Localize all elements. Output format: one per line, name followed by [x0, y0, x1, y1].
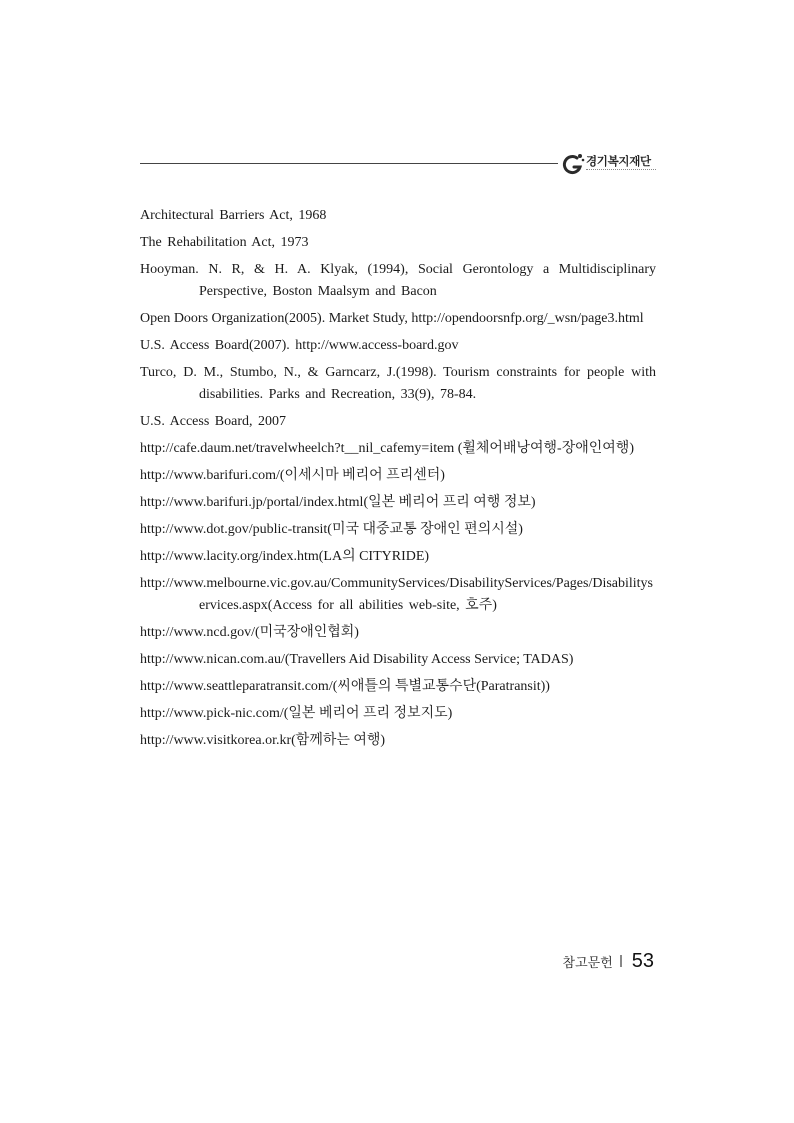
footer-section-label: 참고문헌 [562, 956, 613, 971]
reference-item: http://www.seattleparatransit.com/(씨애틀의 특별교통수단(Paratransit)) [140, 679, 550, 694]
reference-item: http://www.ncd.gov/(미국장애인협회) [140, 625, 359, 640]
foundation-logo-icon [561, 152, 585, 176]
reference-item: http://www.pick-nic.com/(일본 베리어 프리 정보지도) [140, 706, 453, 721]
reference-item: Turco, D. M., Stumbo, N., & Garncarz, J.(1998). Tourism constraints for people with disabilities. Parks and Recreation, 33(9), 78-84. [140, 365, 656, 402]
reference-item: http://www.melbourne.vic.gov.au/CommunityServices/DisabilityServices/Pages/Disabilityservices.aspx(Access for all abilities web-site, 호주) [140, 576, 654, 613]
reference-item: http://www.lacity.org/index.htm(LA의 CITYRIDE) [140, 549, 430, 564]
reference-item: U.S. Access Board(2007). http://www.access-board.gov [140, 338, 459, 353]
reference-item: Hooyman. N. R, & H. A. Klyak, (1994), Social Gerontology a Multidisciplinary Perspective, Boston Maalsym and Bacon [140, 262, 656, 299]
reference-list [140, 205, 656, 757]
page-number: 53 [631, 950, 654, 972]
reference-item: Open Doors Organization(2005). Market Study, http://opendoorsnfp.org/_wsn/page3.html [140, 311, 644, 326]
header-rule [140, 163, 558, 164]
logo-subtitle-line [586, 169, 656, 173]
page-footer [563, 950, 654, 973]
reference-item: http://www.visitkorea.or.kr(함께하는 여행) [140, 733, 386, 748]
reference-item: http://www.barifuri.jp/portal/index.html(일본 베리어 프리 여행 정보) [140, 495, 536, 510]
reference-item: U.S. Access Board, 2007 [140, 414, 286, 429]
reference-item: Architectural Barriers Act, 1968 [140, 208, 327, 223]
foundation-logo [561, 150, 661, 178]
reference-item: The Rehabilitation Act, 1973 [140, 235, 309, 250]
reference-item: http://www.dot.gov/public-transit(미국 대중교통 장애인 편의시설) [140, 522, 523, 537]
footer-separator [620, 955, 622, 967]
reference-item: http://www.nican.com.au/(Travellers Aid Disability Access Service; TADAS) [140, 652, 574, 667]
logo-text: 경기복지재단 [586, 154, 651, 168]
reference-item: http://www.barifuri.com/(이세시마 베리어 프리센터) [140, 468, 445, 483]
reference-item: http://cafe.daum.net/travelwheelch?t__nil_cafemy=item (휠체어배낭여행-장애인여행) [140, 441, 634, 456]
